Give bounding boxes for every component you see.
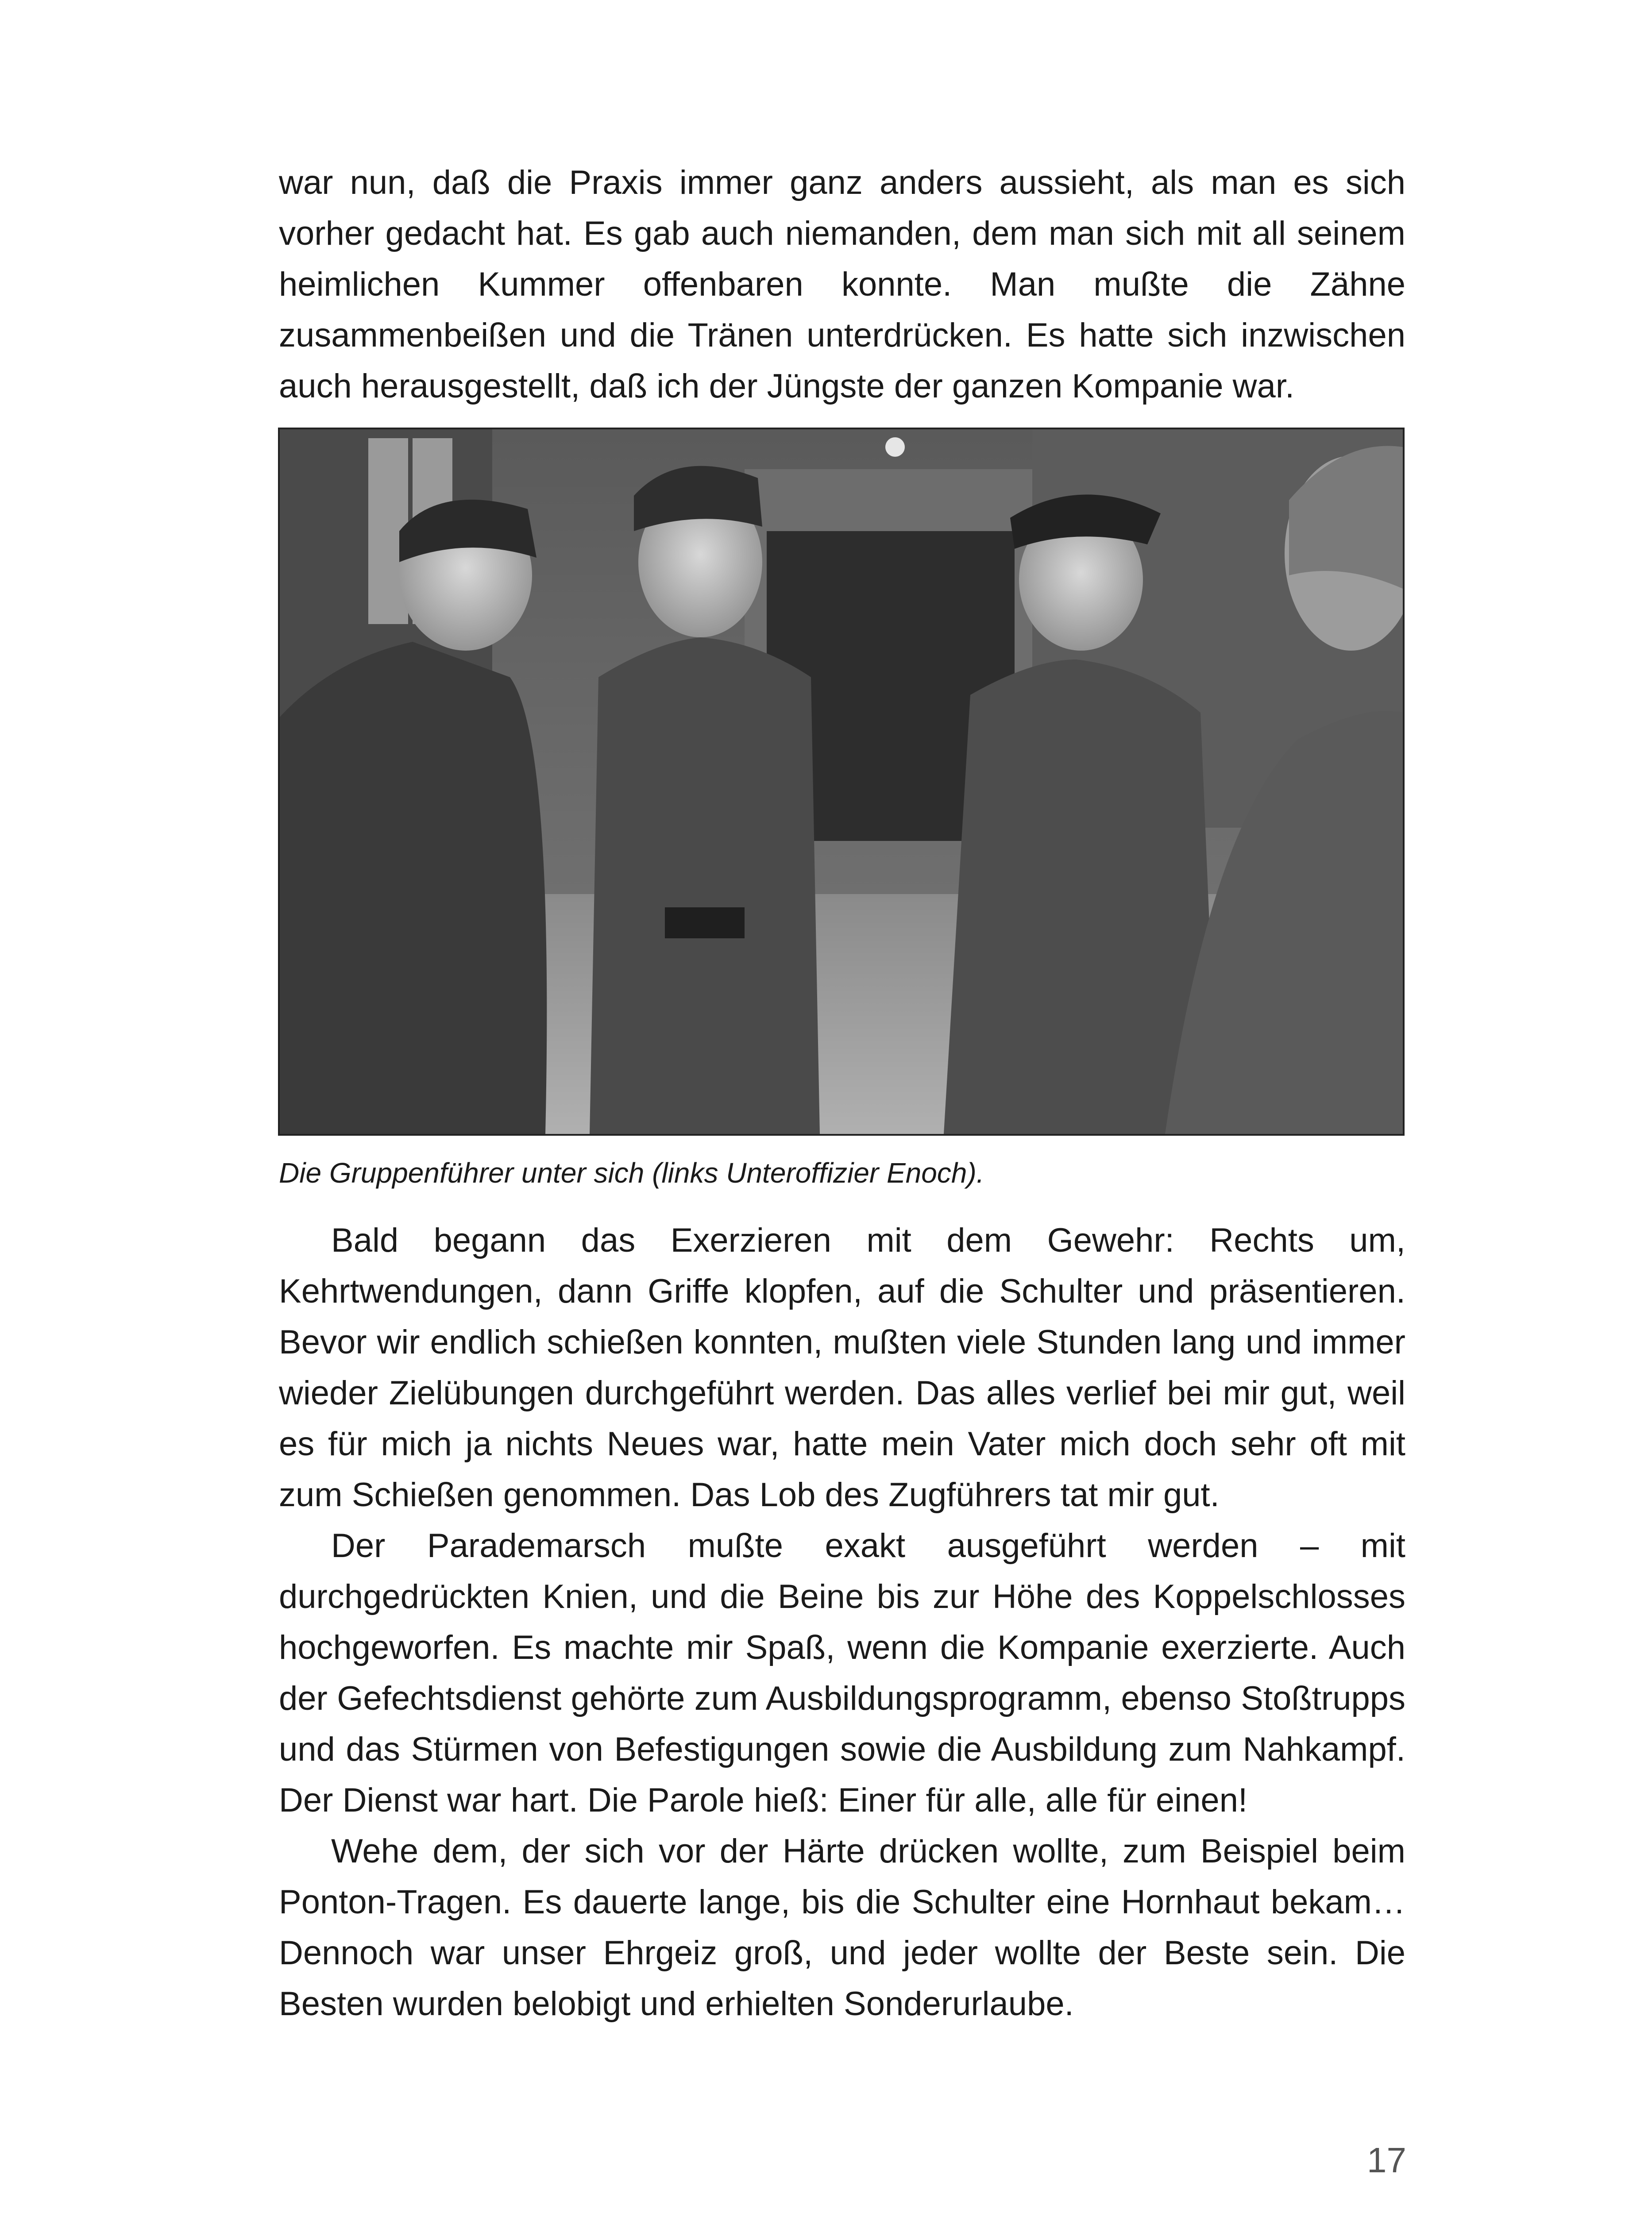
page-number: 17 (1367, 2140, 1406, 2180)
figure-caption: Die Gruppenführer unter sich (links Unteroffizier Enoch). (279, 1157, 984, 1189)
body-text (279, 1215, 1405, 2029)
soldiers-photo (278, 428, 1405, 1136)
top-paragraph: war nun, daß die Praxis immer ganz anders aussieht, als man es sich vorher gedacht hat. Es gab auch niemanden, dem man sich mit all seinem heimlichen Kummer offenbaren konnte. Man mußte die Zähne zusammenbeißen und die Tränen unterdrücken. Es hatte sich inzwischen auch herausgestellt, daß ich der Jüngste der ganzen Kompanie war. (279, 164, 1405, 405)
paragraph: Wehe dem, der sich vor der Härte drücken wollte, zum Beispiel beim Ponton-Tragen. Es dauerte lange, bis die Schulter eine Hornhaut bekam… Dennoch war unser Ehrgeiz groß, und jeder wollte der Beste sein. Die Besten wurden belobigt und erhielten Sonderurlaube. (279, 1832, 1405, 2023)
paragraph: Bald begann das Exerzieren mit dem Gewehr: Rechts um, Kehrtwendungen, dann Griffe klopfen, auf die Schulter und präsentieren. Bevor wir endlich schießen konnten, mußten viele Stunden lang und immer wieder Zielübungen durchgeführt werden. Das alles verlief bei mir gut, weil es für mich ja nichts Neues war, hatte mein Vater mich doch sehr oft mit zum Schießen genommen. Das Lob des Zugführers tat mir gut. (279, 1222, 1405, 1514)
photo-of-soldiers (280, 429, 1403, 1134)
paragraph: Der Parademarsch mußte exakt ausgeführt werden – mit durchgedrückten Knien, und die Beine bis zur Höhe des Koppelschlosses hochgeworfen. Es machte mir Spaß, wenn die Kompanie exerzierte. Auch der Gefechtsdienst gehörte zum Ausbildungsprogramm, ebenso Stoßtrupps und das Stürmen von Befestigungen sowie die Ausbildung zum Nahkampf. Der Dienst war hart. Die Parole hieß: Einer für alle, alle für einen! (279, 1527, 1405, 1819)
